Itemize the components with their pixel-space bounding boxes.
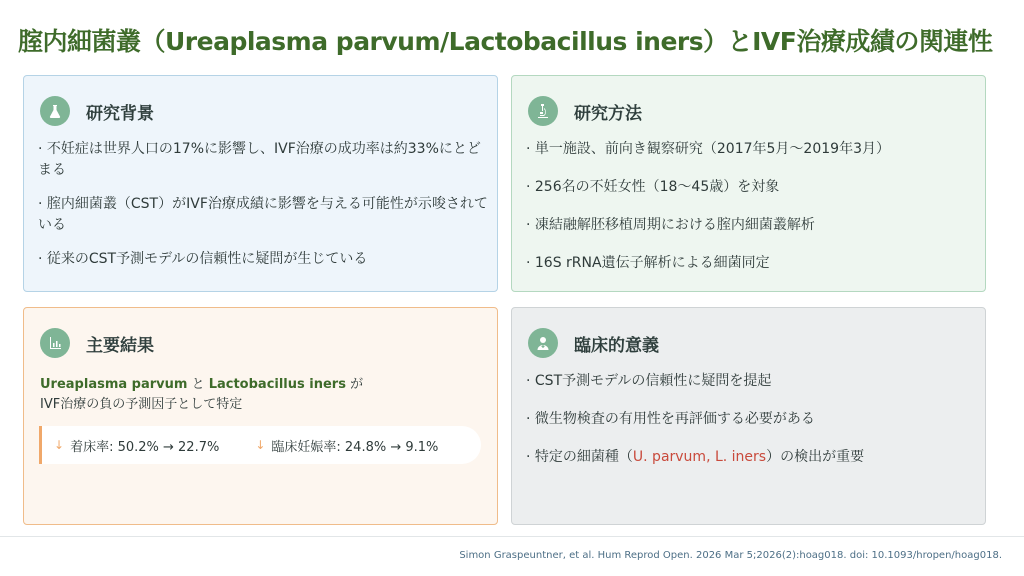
clinical-title: 臨床的意義	[574, 335, 659, 356]
background-list	[38, 139, 488, 283]
microscope-icon	[528, 96, 558, 126]
background-card	[23, 75, 498, 292]
list-item: · 微生物検査の有用性を再評価する必要がある	[526, 411, 815, 427]
results-header	[40, 328, 154, 358]
list-item: · 凍結融解胚移植周期における腟内細菌叢解析	[526, 217, 815, 233]
chart-icon	[40, 328, 70, 358]
list-item: · 不妊症は世界人口の17%に影響し、IVF治療の成功率は約33%にとどまる	[38, 141, 481, 178]
methods-list	[526, 139, 976, 291]
results-line-2: IVF治療の負の予測因子として特定	[40, 397, 243, 412]
list-item: · 従来のCST予測モデルの信頼性に疑問が生じている	[38, 251, 368, 267]
clinical-header	[528, 328, 659, 358]
implantation-stat	[54, 436, 219, 455]
results-card	[23, 307, 498, 525]
stats-bar	[39, 426, 481, 464]
background-title: 研究背景	[86, 103, 154, 124]
stat-label: 臨床妊娠率: 24.8% → 9.1%	[271, 439, 439, 455]
list-item: · 腟内細菌叢（CST）がIVF治療成績に影響を与える可能性が示唆されている	[38, 196, 488, 233]
connector-text: と	[187, 377, 209, 392]
clinical-card	[511, 307, 986, 525]
item-prefix: · 特定の細菌種（	[526, 449, 633, 465]
species-name: Ureaplasma parvum	[40, 377, 188, 392]
background-header	[40, 96, 154, 126]
footer-divider	[0, 536, 1024, 537]
list-item: · 単一施設、前向き観察研究（2017年5月～2019年3月）	[526, 141, 890, 157]
page-title: 腟内細菌叢（Ureaplasma parvum/Lactobacillus iners）とIVF治療成績の関連性	[18, 27, 993, 56]
list-item	[526, 447, 976, 468]
arrow-down-icon: ↓	[255, 438, 266, 452]
item-suffix: ）の検出が重要	[766, 449, 865, 465]
doctor-icon	[528, 328, 558, 358]
methods-header	[528, 96, 642, 126]
results-title: 主要結果	[86, 335, 154, 356]
list-item: · CST予測モデルの信頼性に疑問を提起	[526, 373, 772, 389]
list-item: · 16S rRNA遺伝子解析による細菌同定	[526, 255, 770, 271]
arrow-down-icon: ↓	[54, 438, 65, 452]
clinical-list	[526, 371, 976, 485]
suffix-text: が	[345, 377, 364, 392]
species-name: Lactobacillus iners	[208, 377, 346, 392]
methods-title: 研究方法	[574, 103, 642, 124]
results-summary	[40, 375, 480, 415]
list-item: · 256名の不妊女性（18～45歳）を対象	[526, 179, 780, 195]
citation: Simon Graspeuntner, et al. Hum Reprod Open. 2026 Mar 5;2026(2):hoag018. doi: 10.1093/hropen/hoag018.	[459, 550, 1002, 561]
flask-icon	[40, 96, 70, 126]
pregnancy-stat	[255, 436, 438, 455]
stat-label: 着床率: 50.2% → 22.7%	[70, 439, 220, 455]
species-highlight: U. parvum, L. iners	[632, 449, 767, 465]
methods-card	[511, 75, 986, 292]
